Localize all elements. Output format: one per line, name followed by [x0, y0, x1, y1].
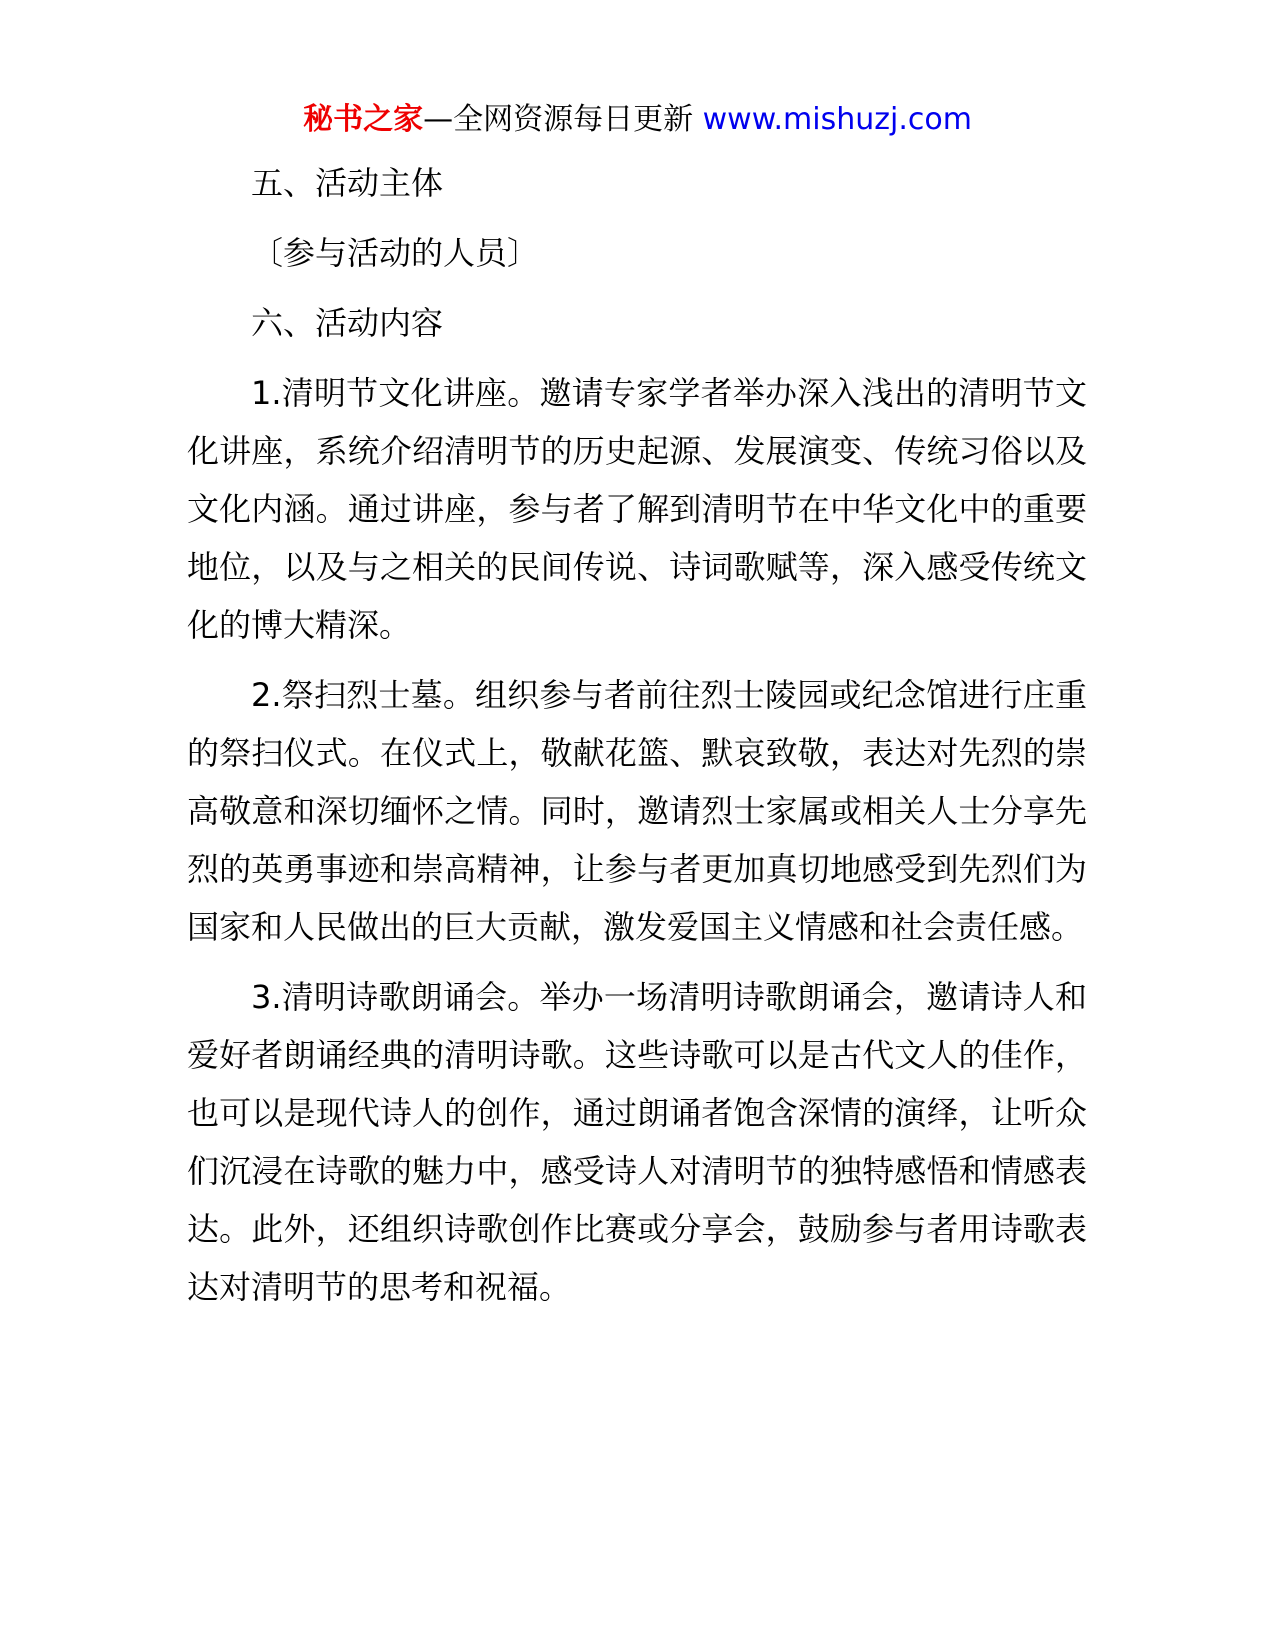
section-heading-activity-subject: 五、活动主体 [251, 164, 444, 202]
page-header [0, 98, 1275, 142]
paragraph-poetry-recital: 3.清明诗歌朗诵会。举办一场清明诗歌朗诵会，邀请诗人和爱好者朗诵经典的清明诗歌。这些诗歌可以是古代文人的佳作，也可以是现代诗人的创作，通过朗诵者饱含深情的演绎，让听众们沉浸在诗歌的魅力中，感受诗人对清明节的独特感悟和情感表达。此外，还组织诗歌创作比赛或分享会，鼓励参与者用诗歌表达对清明节的思考和祝福。 [187, 978, 1087, 1306]
brand-name: 秘书之家 [303, 102, 424, 137]
section-note-participants: 〔参与活动的人员〕 [251, 234, 540, 272]
paragraph-cultural-lecture: 1.清明节文化讲座。邀请专家学者举办深入浅出的清明节文化讲座，系统介绍清明节的历史起源、发展演变、传统习俗以及文化内涵。通过讲座，参与者了解到清明节在中华文化中的重要地位，以及与之相关的民间传说、诗词歌赋等，深入感受传统文化的博大精深。 [187, 374, 1087, 644]
header-slogan: —全网资源每日更新 [423, 102, 703, 137]
site-url-link[interactable]: www.mishuzj.com [702, 102, 972, 137]
document-body [187, 154, 1087, 1328]
section-heading-activity-content: 六、活动内容 [251, 304, 444, 342]
paragraph-martyr-tomb-sweeping: 2.祭扫烈士墓。组织参与者前往烈士陵园或纪念馆进行庄重的祭扫仪式。在仪式上，敬献花篮、默哀致敬，表达对先烈的崇高敬意和深切缅怀之情。同时，邀请烈士家属或相关人士分享先烈的英勇事迹和崇高精神，让参与者更加真切地感受到先烈们为国家和人民做出的巨大贡献，激发爱国主义情感和社会责任感。 [187, 676, 1087, 946]
